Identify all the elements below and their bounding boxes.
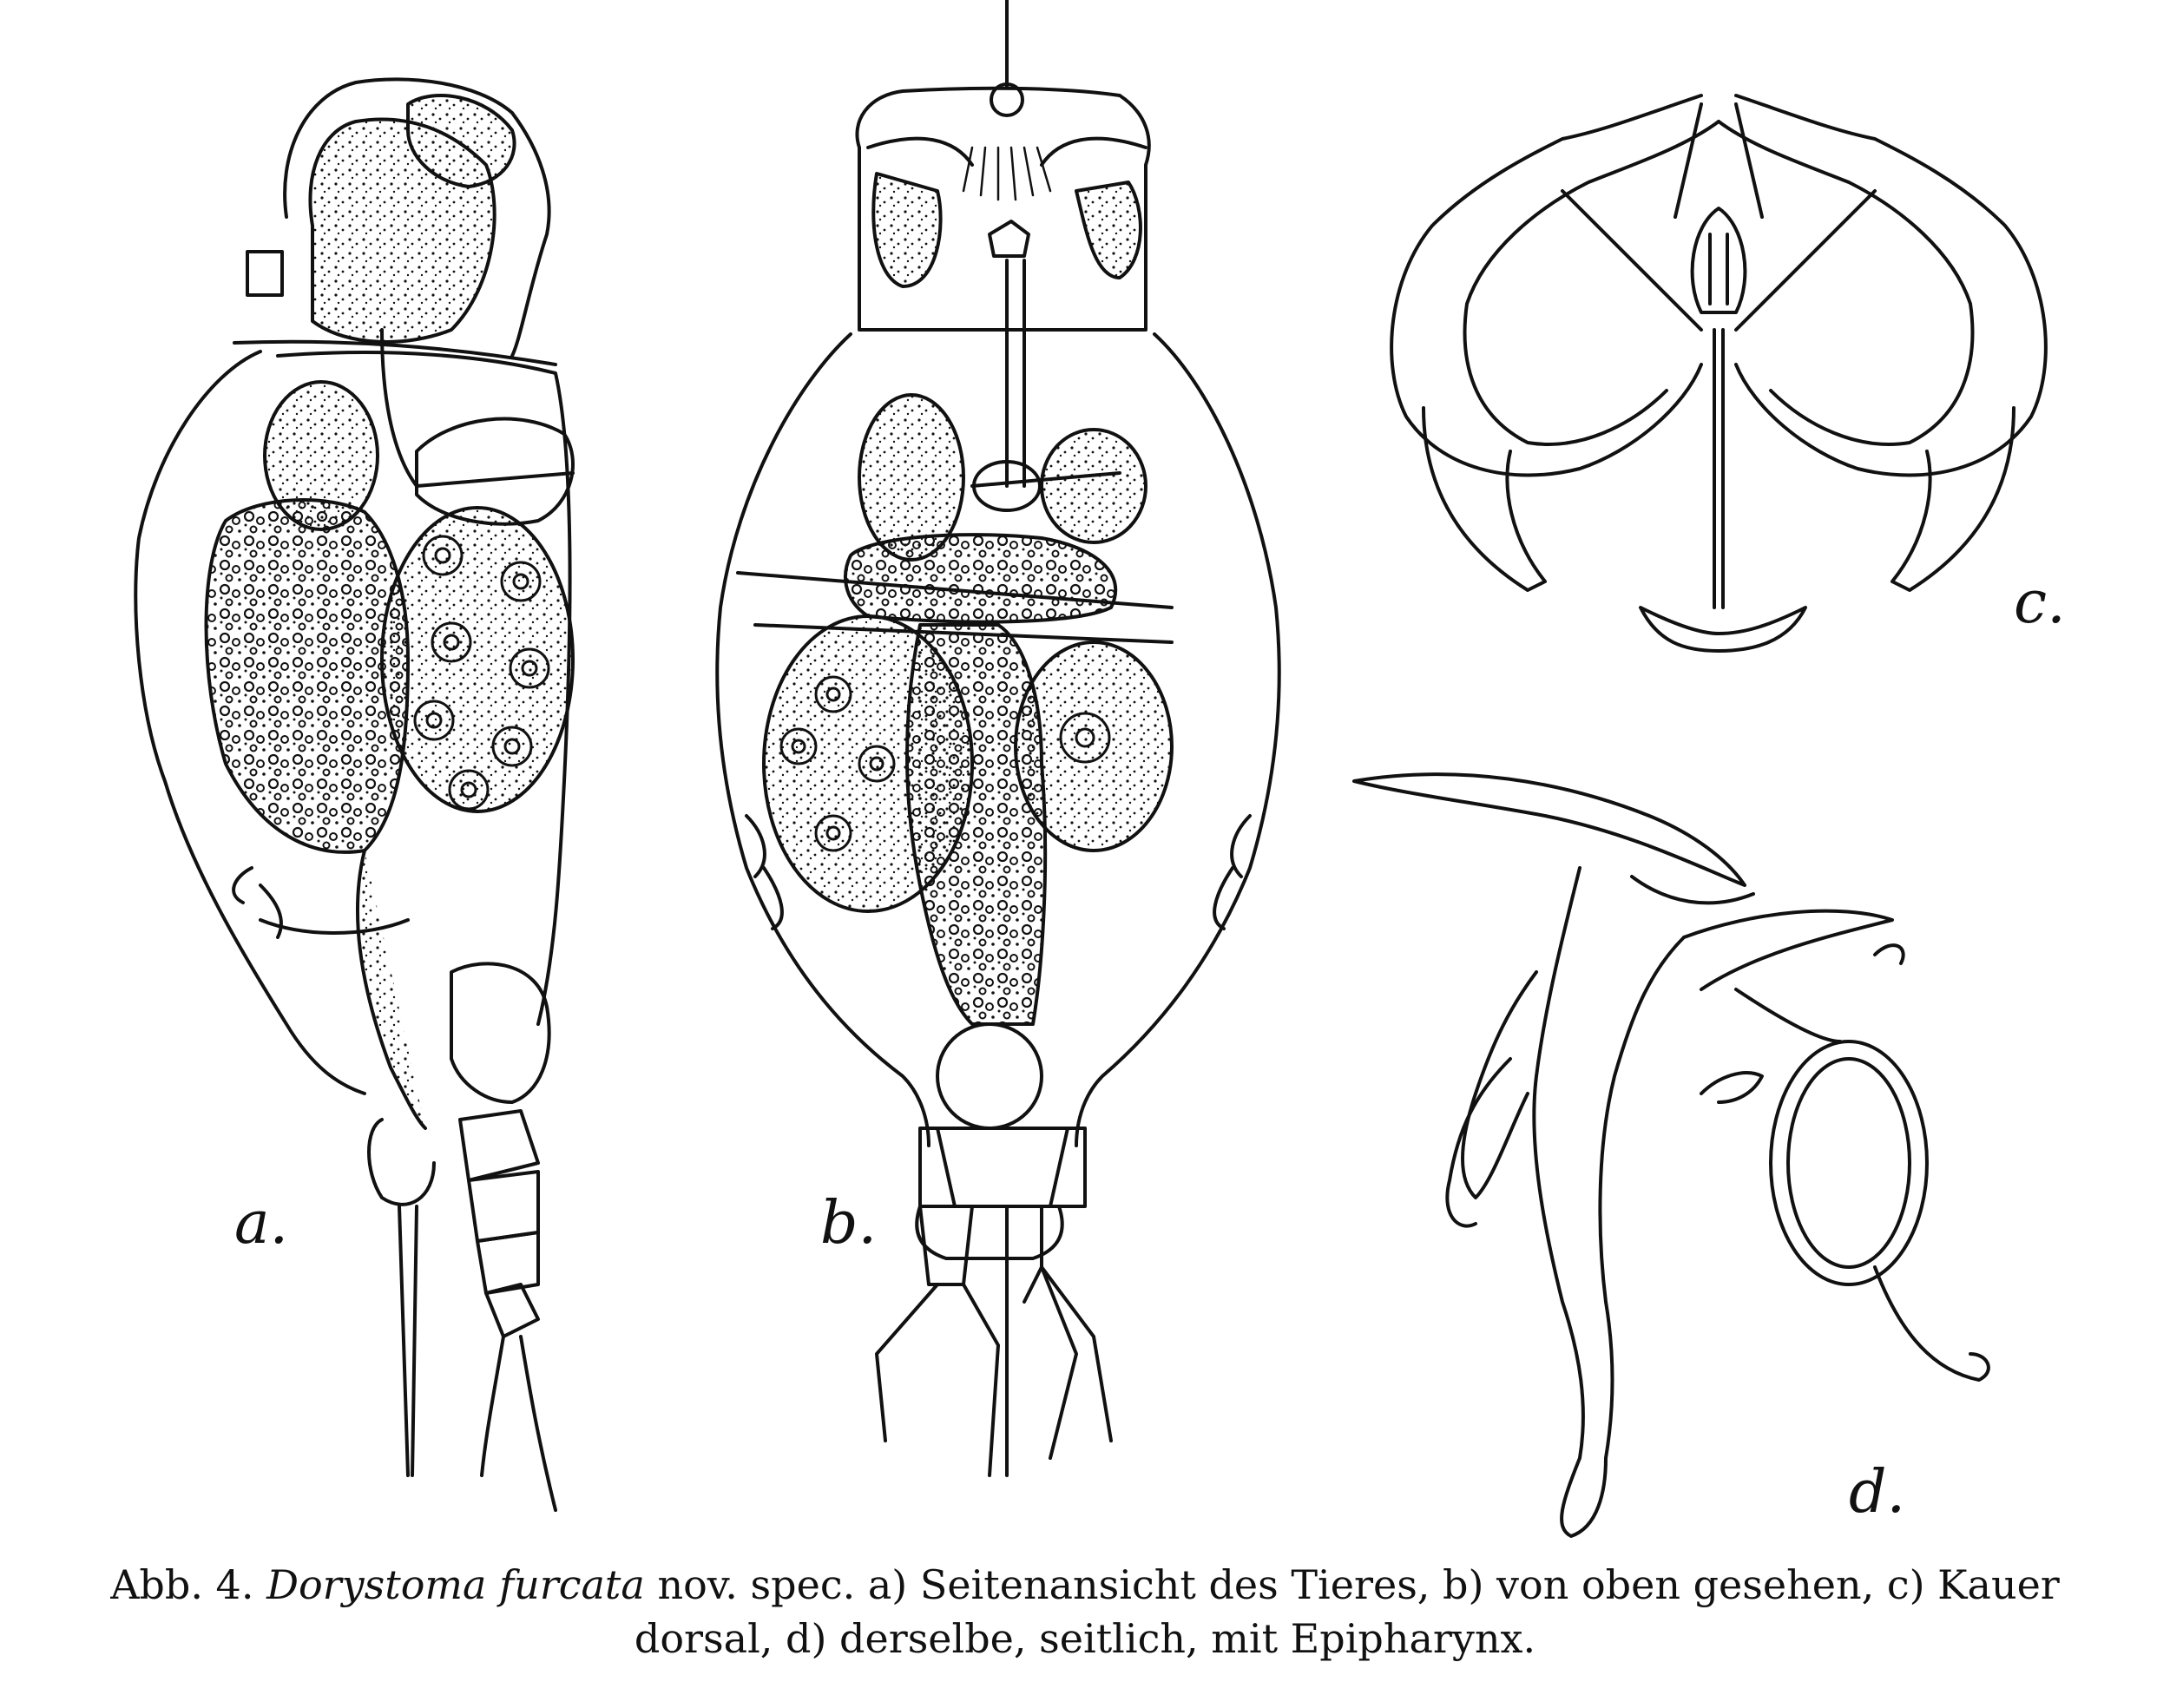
caption-line1-rest: nov. spec. a) Seitenansicht des Tieres, b) von oben gesehen, c) Kauer [657, 1561, 2060, 1608]
caption-prefix: Abb. 4. [110, 1561, 254, 1608]
panel-c-drawing [1391, 95, 2046, 651]
caption-species: Dorystoma furcata [266, 1561, 645, 1608]
caption-line-2: dorsal, d) derselbe, seitlich, mit Epipharynx. [634, 1615, 1536, 1662]
panel-a-drawing [135, 79, 573, 1510]
panel-label-b: b. [820, 1189, 878, 1258]
panel-d-drawing [1354, 774, 1989, 1536]
panel-label-d: d. [1849, 1458, 1906, 1527]
figure-caption [52, 1558, 2118, 1665]
panel-b-drawing [717, 0, 1279, 1475]
caption-line-1 [52, 1558, 2118, 1612]
panel-label-a: a. [234, 1189, 289, 1258]
panel-label-c: c. [2014, 568, 2066, 637]
